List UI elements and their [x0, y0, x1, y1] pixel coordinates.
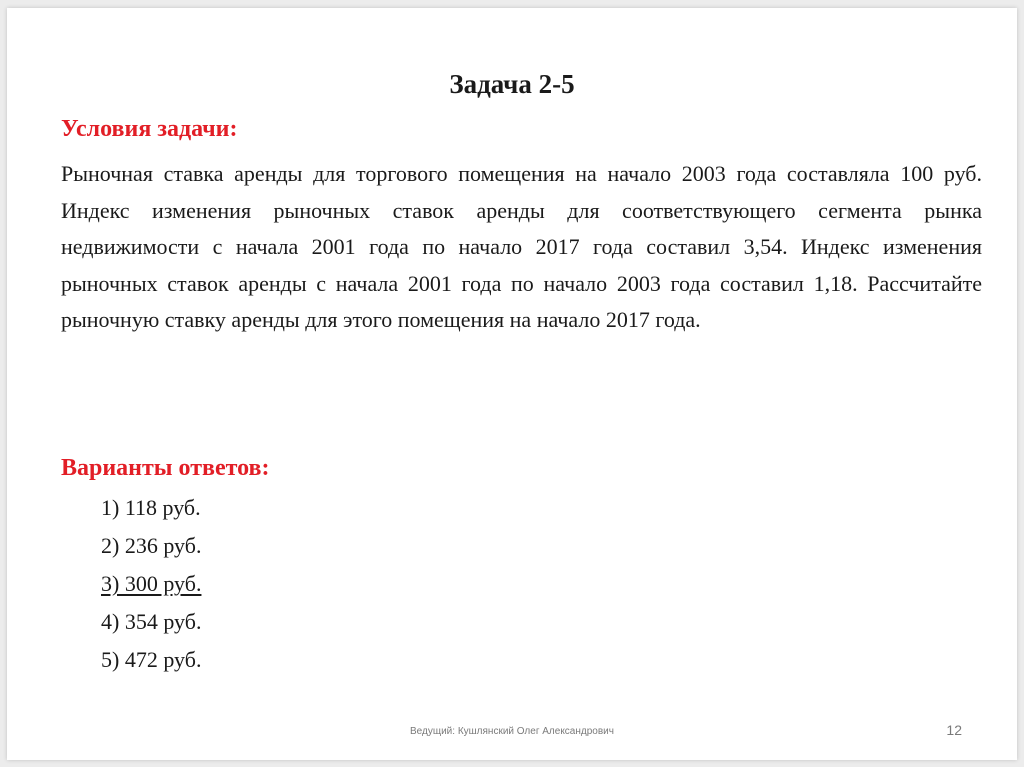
slide-title: Задача 2-5 — [449, 69, 575, 99]
answer-option-label: 5) 472 руб. — [101, 647, 202, 672]
answer-option-5 — [101, 641, 201, 679]
footer-presenter: Ведущий: Кушлянский Олег Александрович — [410, 726, 614, 737]
page-number: 12 — [946, 722, 962, 738]
answer-option-label: 3) 300 руб. — [101, 571, 202, 596]
answer-option-label: 1) 118 руб. — [101, 495, 201, 520]
answer-list — [101, 489, 201, 679]
answer-option-1 — [101, 489, 201, 527]
slide — [7, 8, 1017, 760]
answer-option-label: 4) 354 руб. — [101, 609, 202, 634]
answer-option-3-correct — [101, 565, 201, 603]
answer-option-2 — [101, 527, 201, 565]
answer-option-label: 2) 236 руб. — [101, 533, 202, 558]
conditions-heading: Условия задачи: — [61, 116, 238, 142]
problem-text: Рыночная ставка аренды для торгового помещения на начало 2003 года составляла 100 руб. Индекс изменения рыночных ставок аренды для соответствующего сегмента рынка недвижимости с начала 2001 года по начало 2017 года составил 3,54. Индекс изменения рыночных ставок аренды с начала 2001 года по начало 2003 года составил 1,18. Рассчитайте рыночную ставку аренды для этого помещения на начало 2017 года. — [61, 161, 982, 332]
answer-option-4 — [101, 603, 201, 641]
answers-heading: Варианты ответов: — [61, 455, 270, 481]
